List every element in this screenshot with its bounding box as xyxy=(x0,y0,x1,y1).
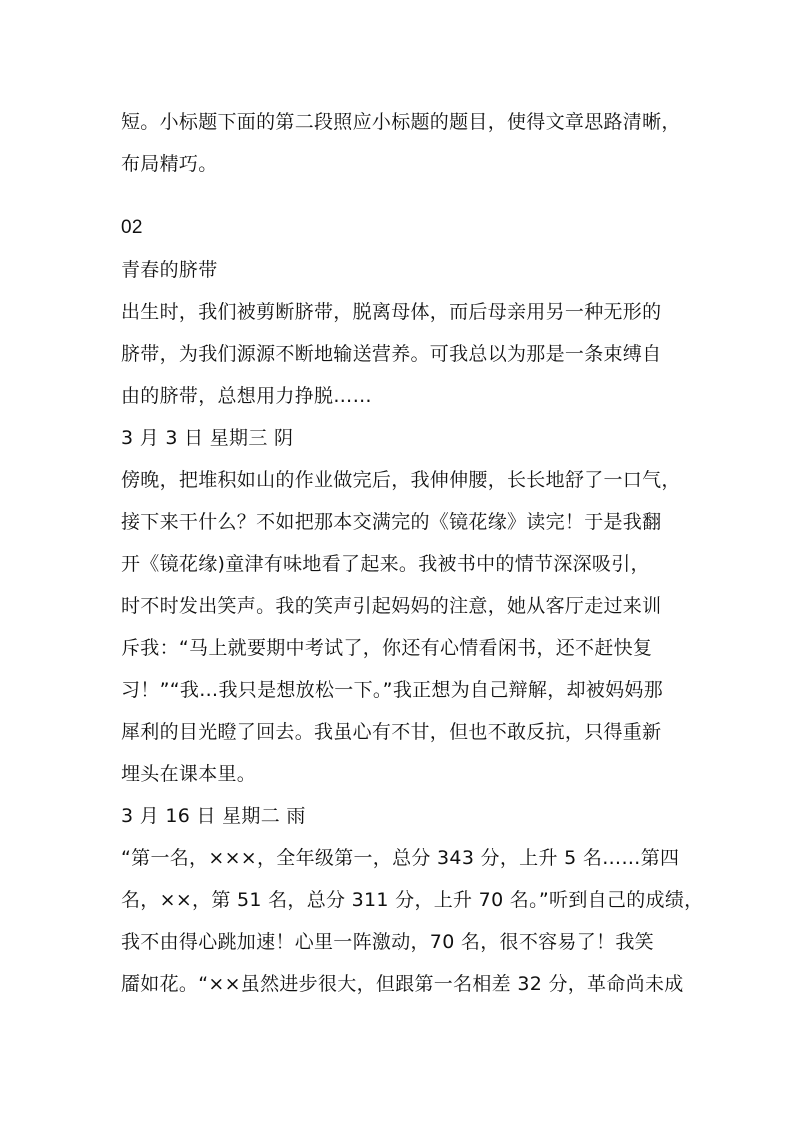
text-line: 由的脐带，总想用力挣脱…… xyxy=(121,385,372,407)
text-line: 接下来干什么？不如把那本交满完的《镜花缘》读完！于是我翻 xyxy=(121,511,662,533)
spacer xyxy=(121,185,681,207)
text-line: 傍晚，把堆积如山的作业做完后，我伸伸腰，长长地舒了一口气， xyxy=(121,469,681,491)
section-title: 青春的脐带 xyxy=(121,259,218,281)
text-line: 习！”“我…我只是想放松一下。”我正想为自己辩解，却被妈妈那 xyxy=(121,679,664,701)
text-line: 脐带，为我们源源不断地输送营养。可我总以为那是一条束缚自 xyxy=(121,343,662,365)
text-line: 名，××，第 51 名，总分 311 分，上升 70 名。”听到自己的成绩， xyxy=(121,889,704,911)
text-line: 靥如花。“××虽然进步很大，但跟第一名相差 32 分，革命尚未成 xyxy=(121,973,684,995)
text-line: 短。小标题下面的第二段照应小标题的题目，使得文章思路清晰， xyxy=(121,111,681,133)
document-body xyxy=(121,101,704,1005)
text-line: 出生时，我们被剪断脐带，脱离母体，而后母亲用另一种无形的 xyxy=(121,301,662,323)
diary-date-header: 3 月 3 日 星期三 阴 xyxy=(121,427,294,449)
text-line: 布局精巧。 xyxy=(121,153,218,175)
text-line: “第一名，×××，全年级第一，总分 343 分，上升 5 名……第四 xyxy=(121,847,680,869)
text-line: 犀利的目光瞪了回去。我虽心有不甘，但也不敢反抗，只得重新 xyxy=(121,721,662,743)
text-line: 开《镜花缘)童津有味地看了起来。我被书中的情节深深吸引， xyxy=(121,553,650,575)
text-line: 我不由得心跳加速！心里一阵激动，70 名，很不容易了！我笑 xyxy=(121,931,654,953)
text-line: 埋头在课本里。 xyxy=(121,763,257,785)
diary-date-header: 3 月 16 日 星期二 雨 xyxy=(121,805,306,827)
text-line: 时不时发出笑声。我的笑声引起妈妈的注意，她从客厅走过来训 xyxy=(121,595,662,617)
section-number: 02 xyxy=(121,217,143,238)
text-line: 斥我：“马上就要期中考试了，你还有心情看闲书，还不赶快复 xyxy=(121,637,653,659)
